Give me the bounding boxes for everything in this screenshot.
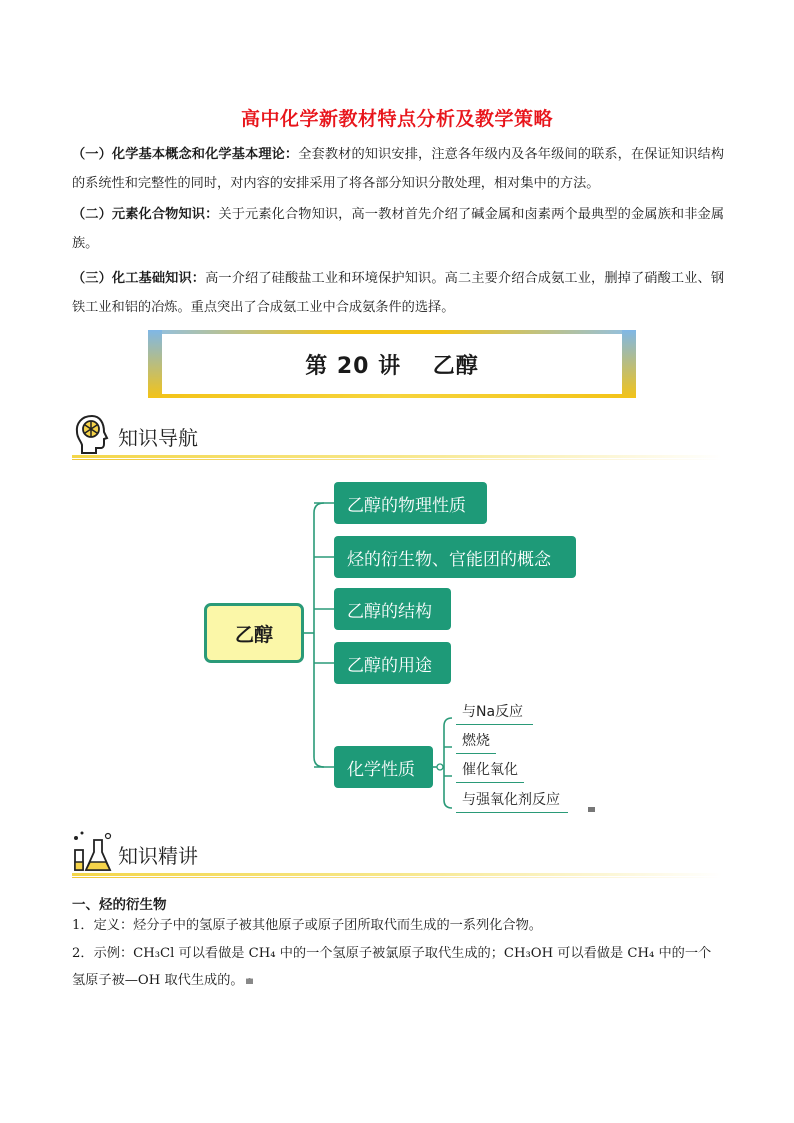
paragraph-2-lead: （二）元素化合物知识：: [72, 207, 219, 222]
lab-flask-icon: [72, 830, 118, 874]
mindmap-node-uses: 乙醇的用途: [334, 642, 451, 684]
section-label-navigation: 知识导航: [118, 426, 198, 450]
paragraph-3-lead: （三）化工基础知识：: [72, 271, 206, 286]
body-paragraph-2-text: 2．示例：CH₃Cl 可以看做是 CH₄ 中的一个氢原子被氯原子取代生成的；CH₃OH 可以看做是 CH₄ 中的一个氢原子被—OH 取代生成的。: [72, 946, 712, 988]
paragraph-2-text: 关于元素化合物知识，高一教材首先介绍了碱金属和卤素两个最典型的金属族和非金属族。: [72, 207, 725, 251]
mindmap-root: 乙醇: [204, 603, 304, 663]
mindmap-node-derivatives-concept: 烃的衍生物、官能团的概念: [334, 536, 576, 578]
mindmap-node-physical-properties: 乙醇的物理性质: [334, 482, 487, 524]
section-header-explanation: [72, 830, 722, 876]
body-heading: 一、烃的衍生物: [72, 897, 167, 913]
paragraph-3-text: 高一介绍了硅酸盐工业和环境保护知识。高二主要介绍合成氨工业，删掉了硝酸工业、钢铁工业和铝的冶炼。重点突出了合成氨工业中合成氨条件的选择。: [72, 271, 725, 315]
page-title: 高中化学新教材特点分析及教学策略: [240, 108, 553, 130]
paragraph-1-lead: （一）化学基本概念和化学基本理论：: [72, 147, 299, 162]
mindmap-node-structure: 乙醇的结构: [334, 588, 451, 630]
body-paragraph-1: 1．定义：烃分子中的氢原子被其他原子或原子团所取代而生成的一系列化合物。: [72, 918, 542, 933]
mindmap-leaf-catalytic-oxidation: 催化氧化: [462, 759, 518, 779]
paragraph-1-text: 全套教材的知识安排，注意各年级内及各年级间的联系，在保证知识结构的系统性和完整性的同时，对内容的安排采用了将各部分知识分散处理，相对集中的方法。: [72, 147, 725, 191]
mindmap-leaf-sodium: 与Na反应: [462, 701, 523, 721]
body-paragraph-2: [72, 940, 724, 994]
mindmap-leaf-strong-oxidant: 与强氧化剂反应: [462, 789, 560, 809]
section-label-explanation: 知识精讲: [118, 844, 198, 868]
lecture-title: 第 20 讲 乙醇: [305, 353, 479, 379]
mindmap-leaf-combustion: 燃烧: [462, 730, 490, 750]
mindmap-node-chemical-properties: 化学性质: [334, 746, 433, 788]
